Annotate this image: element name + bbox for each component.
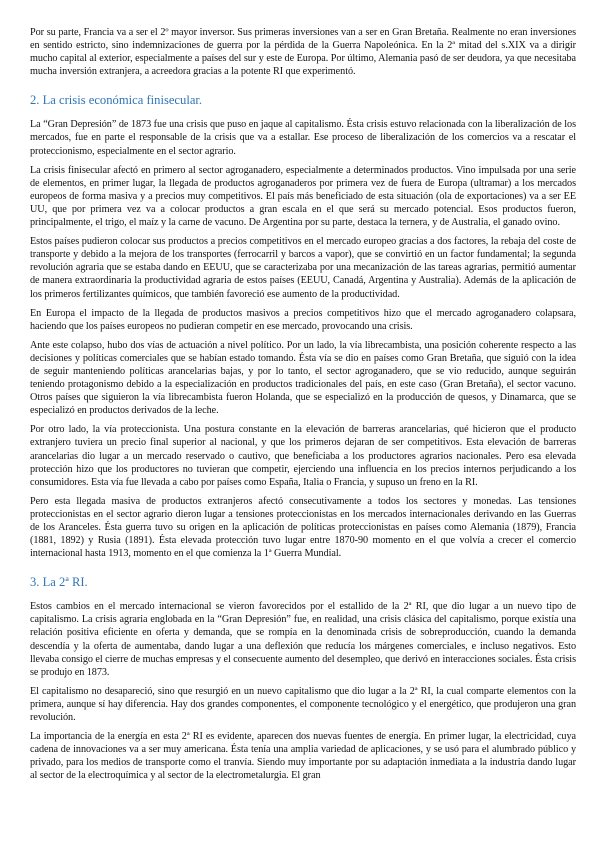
body-paragraph: La importancia de la energía en esta 2ª RI es evidente, aparecen dos nuevas fuentes de energía. En primer lugar, la electricidad, cuya cadena de innovaciones va a ser muy americana. Ésta tenía una amplia variedad de aplicaciones, y se usó para el alumbrado público y privado, para los medios de transporte como el tranvía. Siendo muy importante por su adaptación inmediata a la industria dando lugar al sector de la electroquímica y al sector de la electrometalurgia. El gran	[30, 731, 576, 782]
body-paragraph: Ante este colapso, hubo dos vías de actuación a nivel político. Por un lado, la vía librecambista, una posición coherente respecto a las decisiones y políticas comerciales que se habían estado tomando. Ésta vía se dio en países como Gran Bretaña, que siguió con la idea de seguir manteniendo políticas arancelarias bajas, y por lo tanto, el sector agroganadero, que se vio reducido, aunque seguirán teniendo protagonismo debido a la especialización en productos tradicionales del país, en este caso (Gran Bretaña), el sector vacuno. Otros países que siguieron la vía librecambista fueron Holanda, que se especializó en la producción de quesos, y Dinamarca, que se especializó en productos derivados de la leche.	[30, 339, 576, 417]
body-paragraph: Por otro lado, la vía proteccionista. Una postura constante en la elevación de barreras arancelarias, qué hicieron que el producto extranjero tuviera un precio final superior al nacional, y que los primeros dejaran de ser competitivos. Esta elevación de barreras arancelarias dio lugar a un mercado reservado o cautivo, que beneficiaba a los productores agrarios nacionales. Pero esa elevada protección hizo que los productores no tuvieran que competir, ejerciendo una influencia en los precios internos perjudicando a los consumidores. Esta vía fue llevada a cabo por países como España, Italia o Francia, y supuso un freno en la RI.	[30, 424, 576, 488]
body-paragraph: La crisis finisecular afectó en primero al sector agroganadero, especialmente a determinados productos. Vino impulsada por una serie de elementos, en primer lugar, la llegada de productos agroganaderos por primera vez de fuera de Europa (ultramar) a los mercados europeos de forma masiva y a precios muy competitivos. El país más beneficiado de esta situación (ola de exportaciones) va a ser EE UU, que por primera vez va a colocar productos a gran escala en el que será su mercado potencial. Esos productos fueron, principalmente, el trigo, el maíz y la carne de vacuno. De Argentina por su parte, destaca la ternera, y de Australia, el ganado ovino.	[30, 164, 576, 229]
body-paragraph: En Europa el impacto de la llegada de productos masivos a precios competitivos hizo que el mercado agroganadero colapsara, haciendo que los países europeos no pudieran competir en ese mercado, provocando una crisis.	[30, 307, 576, 332]
body-paragraph: La “Gran Depresión” de 1873 fue una crisis que puso en jaque al capitalismo. Ésta crisis estuvo relacionada con la liberalización de los mercados, fue en parte el responsable de la crisis que va a estallar. Ese proceso de liberalización de los comercios va a rescatar el proteccionismo, especialmente en el sector agrario.	[30, 119, 576, 157]
body-paragraph: Estos países pudieron colocar sus productos a precios competitivos en el mercado europeo gracias a dos factores, la rebaja del coste de transporte y debido a la mejora de los transportes (ferrocarril y barcos a vapor), que se convirtió en un factor fundamental; la segunda revolución agraria que se estaba dando en EEUU, que se caracterizaba por una mecanización de las tareas agrarias, permitió aumentar de manera extraordinaria la productividad agraria de estos países (EEUU, Canadá, Argentina y Australia). Además de la aplicación de los primeros fertilizantes químicos, que también favoreció ese aumento de la productividad.	[30, 236, 576, 300]
body-paragraph: Estos cambios en el mercado internacional se vieron favorecidos por el estallido de la 2ª RI, que dio lugar a un nuevo tipo de capitalismo. La crisis agraria englobada en la “Gran Depresión” fue, en realidad, una crisis clásica del capitalismo, porque existía una relación positiva eficiente en oferta y demanda, que se rompía en la denominada crisis de sobreproducción, cuando la demanda descendía y la oferta de aumentaba, dando lugar a una deflexión que reducía los márgenes comerciales, e incluso negativos. Esto llevaba consigo el cierre de muchas empresas y el consecuente aumento del desempleo, que derivó en interacciones sociales. Ésta crisis se produjo en 1873.	[30, 601, 576, 678]
section-heading-crisis: 2. La crisis económica finisecular.	[30, 93, 203, 108]
body-paragraph: Pero esta llegada masiva de productos extranjeros afectó consecutivamente a todos los sectores y monedas. Las tensiones proteccionistas en el sector agrario dieron lugar a tensiones proteccionistas en los mercados internacionales derivando en las Guerras de los Aranceles. Ésta guerra tuvo su origen en la aplicación de políticas proteccionistas en países como Alemania (1879), Francia (1881, 1892) y Rusia (1891). Ésta elevada protección tuvo lugar entre 1870-90 momento en el que volvía a crecer el comercio internacional hasta 1913, momento en el que comienza la 1ª Guerra Mundial.	[30, 495, 576, 560]
body-paragraph: Por su parte, Francia va a ser el 2º mayor inversor. Sus primeras inversiones van a ser en Gran Bretaña. Realmente no eran inversiones en sentido estricto, sino indemnizaciones de guerra por la pérdida de la Guerra Napoleónica. En la 2ª mitad del s.XIX va a dirigir mucho capital al exterior, especialmente a países del sur y este de Europa. Por último, Alemania pasó de ser deudora, ya que necesitaba mucha inversión extranjera, a acreedora gracias a la potente RI que experimentó.	[30, 27, 576, 78]
section-heading-second-ri: 3. La 2ª RI.	[30, 575, 88, 590]
body-paragraph: El capitalismo no desapareció, sino que resurgió en un nuevo capitalismo que dio lugar a la 2ª RI, la cual comparte elementos con la primera, aunque sí hay diferencia. Hay dos grandes componentes, el componente tecnológico y el energético, que produjeron una gran revolución.	[30, 685, 576, 724]
